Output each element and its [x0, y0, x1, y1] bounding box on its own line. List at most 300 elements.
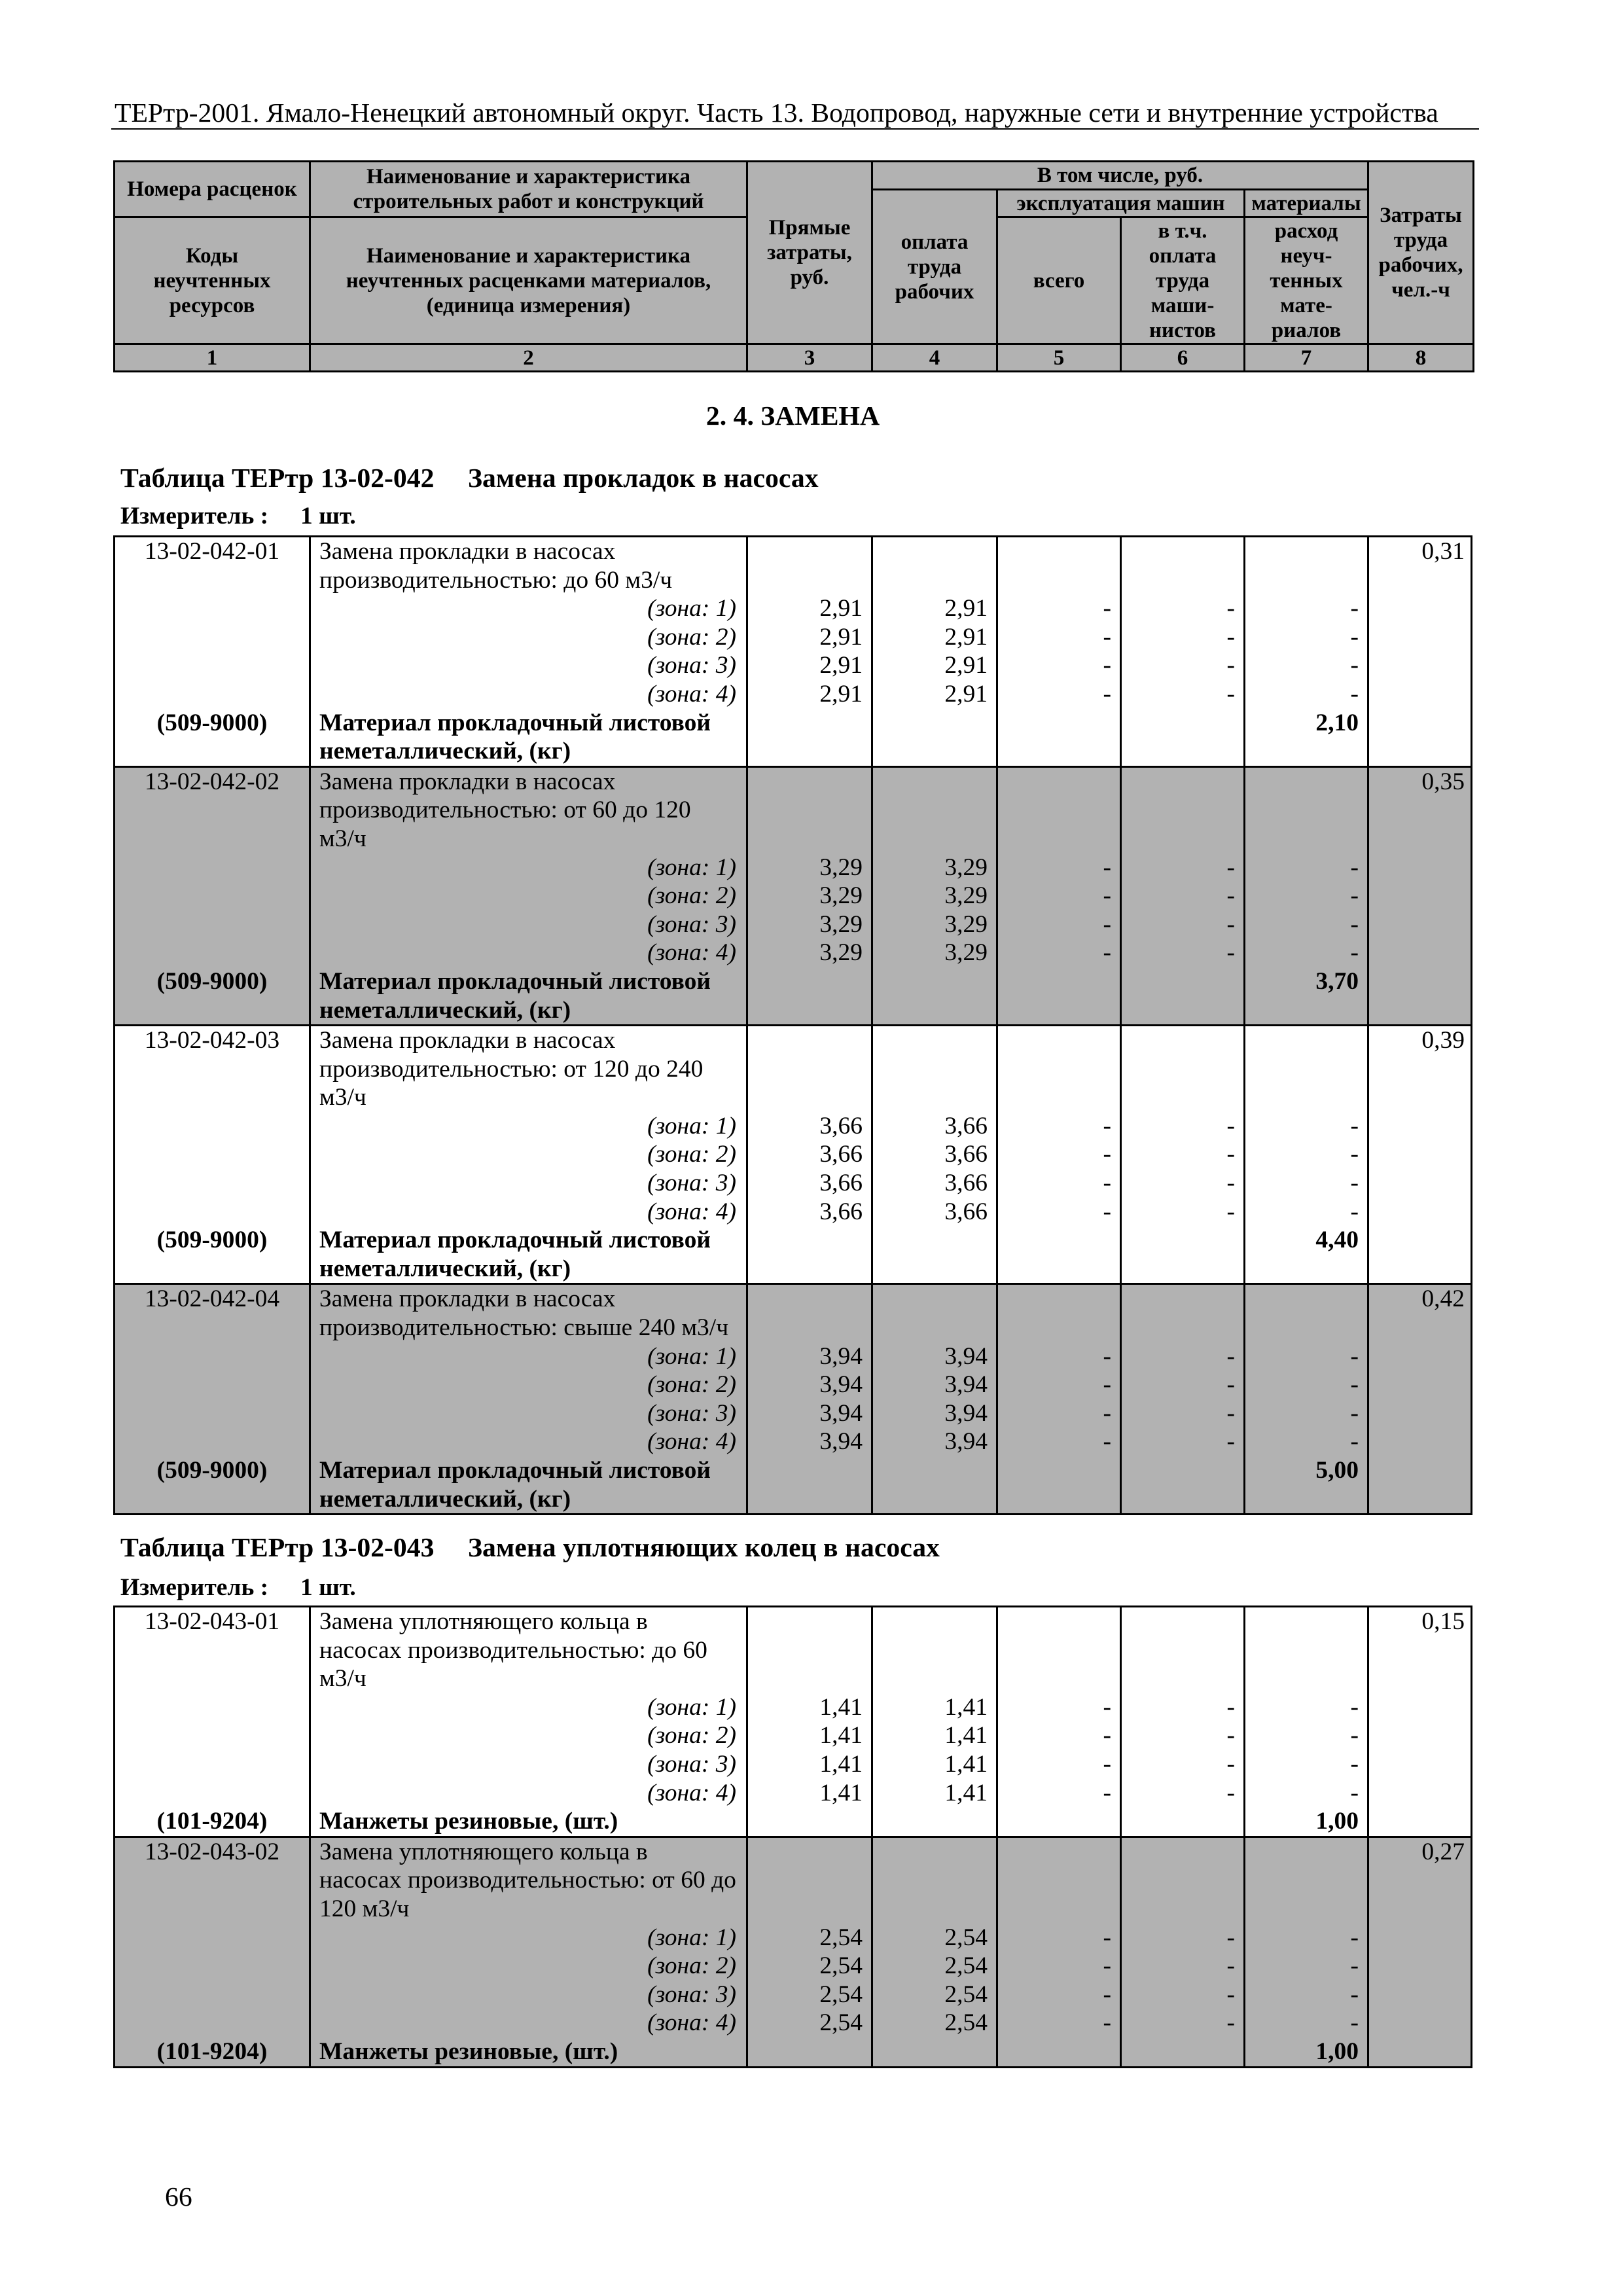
header-machines-total: всего: [997, 217, 1121, 344]
blank-cell: [746, 566, 871, 595]
blank-cell: [1367, 1924, 1472, 1952]
rate-line: [113, 1605, 1472, 1636]
blank-cell: [1367, 996, 1472, 1025]
blank-cell: [1120, 1807, 1243, 1836]
zone-label: (зона: 3): [309, 910, 746, 939]
blank-cell: [1367, 566, 1472, 595]
machinists-wages: -: [1120, 1750, 1243, 1779]
blank-cell: [746, 1664, 871, 1693]
material-consumption: -: [1243, 882, 1367, 910]
blank-cell: [113, 1055, 309, 1084]
blank-cell: [113, 737, 309, 766]
material-consumption: -: [1243, 1198, 1367, 1227]
machine-operation-total: -: [996, 1750, 1120, 1779]
workers-wages: 3,29: [871, 939, 996, 967]
resource-name-line: Материал прокладочный листовой: [309, 967, 746, 996]
machinists-wages: -: [1120, 1952, 1243, 1981]
blank-cell: [746, 737, 871, 766]
work-description-line: Замена прокладки в насосах: [309, 766, 746, 797]
machine-operation-total: -: [996, 623, 1120, 652]
blank-cell: [113, 853, 309, 882]
blank-cell: [113, 882, 309, 910]
blank-cell: [113, 1866, 309, 1895]
rate-line: [113, 1750, 1472, 1779]
blank-cell: [1367, 2037, 1472, 2068]
blank-cell: [746, 796, 871, 825]
workers-wages: 1,41: [871, 1721, 996, 1750]
column-number: 5: [997, 344, 1121, 372]
header-workers-wages: оплата труда рабочих: [872, 190, 997, 344]
blank-cell: [113, 1895, 309, 1924]
resource-amount: 4,40: [1243, 1226, 1367, 1255]
header-materials: материалы: [1245, 190, 1368, 217]
zone-label: (зона: 4): [309, 680, 746, 709]
machinists-wages: -: [1120, 1721, 1243, 1750]
blank-cell: [1243, 737, 1367, 766]
blank-cell: [996, 1836, 1120, 1867]
blank-cell: [113, 939, 309, 967]
unit-of-measure: [120, 1573, 579, 1602]
direct-cost: 2,91: [746, 680, 871, 709]
blank-cell: [113, 1314, 309, 1342]
blank-cell: [871, 1895, 996, 1924]
column-number: 8: [1368, 344, 1474, 372]
direct-cost: 3,66: [746, 1169, 871, 1198]
workers-wages: 2,54: [871, 1981, 996, 2009]
column-number: 6: [1121, 344, 1245, 372]
header-direct-costs: Прямые затраты, руб.: [747, 162, 872, 344]
resource-name-line: неметаллический, (кг): [309, 1485, 746, 1516]
blank-cell: [1243, 1836, 1367, 1867]
table-heading: [120, 462, 1429, 495]
machinists-wages: -: [1120, 882, 1243, 910]
rate-line: [113, 1342, 1472, 1371]
blank-cell: [871, 566, 996, 595]
blank-cell: [1120, 1283, 1243, 1314]
blank-cell: [113, 1140, 309, 1169]
machinists-wages: -: [1120, 1112, 1243, 1141]
blank-cell: [113, 594, 309, 623]
blank-cell: [996, 737, 1120, 766]
rate-code: 13-02-042-01: [113, 535, 309, 566]
column-number: 1: [115, 344, 310, 372]
direct-cost: 3,29: [746, 853, 871, 882]
rate-line: [113, 1169, 1472, 1198]
blank-cell: [1367, 1721, 1472, 1750]
workers-wages: 3,66: [871, 1169, 996, 1198]
rate-line: [113, 853, 1472, 882]
machinists-wages: -: [1120, 853, 1243, 882]
zone-label: (зона: 4): [309, 939, 746, 967]
blank-cell: [113, 1083, 309, 1112]
rates-table-body: [113, 535, 1472, 1515]
blank-cell: [996, 566, 1120, 595]
rate-line: [113, 594, 1472, 623]
resource-amount: 2,10: [1243, 709, 1367, 738]
rate-line: [113, 996, 1472, 1025]
rate-code: 13-02-043-02: [113, 1836, 309, 1867]
material-consumption: -: [1243, 1399, 1367, 1428]
blank-cell: [1367, 1342, 1472, 1371]
direct-cost: 3,66: [746, 1112, 871, 1141]
machine-operation-total: -: [996, 1779, 1120, 1808]
blank-cell: [1243, 1024, 1367, 1055]
blank-cell: [113, 1924, 309, 1952]
workers-wages: 3,94: [871, 1399, 996, 1428]
blank-cell: [996, 1866, 1120, 1895]
blank-cell: [113, 1485, 309, 1516]
resource-amount: 1,00: [1243, 1807, 1367, 1836]
header-machine-operation: эксплуатация машин: [997, 190, 1245, 217]
rate-line: [113, 967, 1472, 996]
workers-wages: 2,91: [871, 623, 996, 652]
rate-line: [113, 2009, 1472, 2037]
blank-cell: [113, 825, 309, 853]
header-including: В том числе, руб.: [872, 162, 1368, 190]
direct-cost: 1,41: [746, 1750, 871, 1779]
zone-label: (зона: 3): [309, 1169, 746, 1198]
rate-line: [113, 1664, 1472, 1693]
blank-cell: [871, 1836, 996, 1867]
blank-cell: [113, 1198, 309, 1227]
workers-wages: 3,29: [871, 853, 996, 882]
blank-cell: [1243, 996, 1367, 1025]
rate-line: [113, 1427, 1472, 1456]
blank-cell: [113, 796, 309, 825]
direct-cost: 3,29: [746, 939, 871, 967]
blank-cell: [871, 796, 996, 825]
blank-cell: [871, 1055, 996, 1084]
work-description-line: м3/ч: [309, 1083, 746, 1112]
zone-label: (зона: 1): [309, 1693, 746, 1722]
blank-cell: [1367, 1083, 1472, 1112]
blank-cell: [871, 1636, 996, 1665]
blank-cell: [1120, 1055, 1243, 1084]
work-description-line: производительностью: свыше 240 м3/ч: [309, 1314, 746, 1342]
blank-cell: [1367, 2009, 1472, 2037]
material-consumption: -: [1243, 1140, 1367, 1169]
blank-cell: [996, 1083, 1120, 1112]
machinists-wages: -: [1120, 910, 1243, 939]
direct-cost: 3,29: [746, 910, 871, 939]
blank-cell: [871, 535, 996, 566]
resource-code: (509-9000): [113, 967, 309, 996]
blank-cell: [1120, 566, 1243, 595]
workers-wages: 1,41: [871, 1693, 996, 1722]
column-number: 2: [310, 344, 747, 372]
zone-label: (зона: 3): [309, 651, 746, 680]
rate-line: [113, 910, 1472, 939]
blank-cell: [746, 1226, 871, 1255]
machine-operation-total: -: [996, 1721, 1120, 1750]
resource-name-line: неметаллический, (кг): [309, 996, 746, 1025]
table-name: Замена уплотняющих колец в насосах: [468, 1533, 940, 1563]
blank-cell: [1243, 1283, 1367, 1314]
rates-table-body: [113, 1605, 1472, 2068]
machinists-wages: -: [1120, 680, 1243, 709]
machine-operation-total: -: [996, 1924, 1120, 1952]
zone-label: (зона: 1): [309, 1342, 746, 1371]
blank-cell: [1243, 1314, 1367, 1342]
workers-wages: 3,29: [871, 910, 996, 939]
work-description-line: производительностью: от 120 до 240: [309, 1055, 746, 1084]
blank-cell: [1243, 825, 1367, 853]
blank-cell: [996, 967, 1120, 996]
direct-cost: 1,41: [746, 1721, 871, 1750]
zone-label: (зона: 2): [309, 1952, 746, 1981]
machine-operation-total: -: [996, 680, 1120, 709]
blank-cell: [1120, 1895, 1243, 1924]
machine-operation-total: -: [996, 1112, 1120, 1141]
table-number: Таблица ТЕРтр 13-02-042: [120, 463, 435, 493]
blank-cell: [1120, 1485, 1243, 1516]
labor-costs: 0,42: [1367, 1283, 1472, 1314]
header-material-name: Наименование и характеристика неучтенных расценками материалов, (единица измерения): [310, 217, 747, 344]
table-number: Таблица ТЕРтр 13-02-043: [120, 1533, 435, 1563]
blank-cell: [1367, 796, 1472, 825]
direct-cost: 3,94: [746, 1342, 871, 1371]
work-description-line: м3/ч: [309, 1664, 746, 1693]
column-header-table: [113, 160, 1474, 372]
blank-cell: [746, 825, 871, 853]
blank-cell: [1367, 1456, 1472, 1485]
direct-cost: 2,91: [746, 623, 871, 652]
zone-label: (зона: 1): [309, 1112, 746, 1141]
blank-cell: [1243, 1664, 1367, 1693]
resource-amount: 3,70: [1243, 967, 1367, 996]
rate-line: [113, 1895, 1472, 1924]
blank-cell: [1243, 1083, 1367, 1112]
machinists-wages: -: [1120, 2009, 1243, 2037]
blank-cell: [1120, 737, 1243, 766]
blank-cell: [996, 1636, 1120, 1665]
rate-line: [113, 1456, 1472, 1485]
rate-line: [113, 825, 1472, 853]
blank-cell: [1120, 1636, 1243, 1665]
column-number: 4: [872, 344, 997, 372]
zone-label: (зона: 2): [309, 1371, 746, 1399]
blank-cell: [996, 1226, 1120, 1255]
blank-cell: [871, 709, 996, 738]
blank-cell: [1367, 737, 1472, 766]
rate-line: [113, 1836, 1472, 1867]
material-consumption: -: [1243, 2009, 1367, 2037]
direct-cost: 3,66: [746, 1140, 871, 1169]
machine-operation-total: -: [996, 651, 1120, 680]
header-work-name: Наименование и характеристика строительных работ и конструкций: [310, 162, 747, 217]
blank-cell: [113, 1981, 309, 2009]
machinists-wages: -: [1120, 1693, 1243, 1722]
resource-amount: 1,00: [1243, 2037, 1367, 2068]
unit-value: 1 шт.: [300, 503, 356, 529]
zone-label: (зона: 3): [309, 1399, 746, 1428]
header-row: [115, 162, 1474, 190]
machinists-wages: -: [1120, 651, 1243, 680]
rate-code: 13-02-043-01: [113, 1605, 309, 1636]
workers-wages: 3,94: [871, 1342, 996, 1371]
blank-cell: [1367, 594, 1472, 623]
blank-cell: [1367, 1693, 1472, 1722]
material-consumption: -: [1243, 1924, 1367, 1952]
blank-cell: [113, 1371, 309, 1399]
blank-cell: [113, 910, 309, 939]
rate-line: [113, 566, 1472, 595]
direct-cost: 2,54: [746, 2009, 871, 2037]
material-consumption: -: [1243, 1779, 1367, 1808]
material-consumption: -: [1243, 1112, 1367, 1141]
blank-cell: [1243, 1055, 1367, 1084]
workers-wages: 1,41: [871, 1779, 996, 1808]
blank-cell: [746, 1807, 871, 1836]
material-consumption: -: [1243, 651, 1367, 680]
blank-cell: [1243, 1485, 1367, 1516]
blank-cell: [1367, 709, 1472, 738]
blank-cell: [1367, 1750, 1472, 1779]
material-consumption: -: [1243, 1169, 1367, 1198]
blank-cell: [746, 1314, 871, 1342]
resource-code: (101-9204): [113, 2037, 309, 2068]
unit-of-measure: [120, 502, 579, 531]
blank-cell: [996, 796, 1120, 825]
blank-cell: [871, 1664, 996, 1693]
rate-line: [113, 1283, 1472, 1314]
direct-cost: 1,41: [746, 1693, 871, 1722]
blank-cell: [996, 1255, 1120, 1283]
blank-cell: [1120, 1456, 1243, 1485]
blank-cell: [1367, 939, 1472, 967]
blank-cell: [1367, 1807, 1472, 1836]
machine-operation-total: -: [996, 2009, 1120, 2037]
machine-operation-total: -: [996, 594, 1120, 623]
workers-wages: 3,29: [871, 882, 996, 910]
machinists-wages: -: [1120, 1399, 1243, 1428]
rate-line: [113, 737, 1472, 766]
column-number-row: [115, 344, 1474, 372]
blank-cell: [871, 1866, 996, 1895]
machine-operation-total: -: [996, 939, 1120, 967]
resource-code: (509-9000): [113, 709, 309, 738]
workers-wages: 2,91: [871, 680, 996, 709]
zone-label: (зона: 3): [309, 1981, 746, 2009]
workers-wages: 3,94: [871, 1371, 996, 1399]
material-consumption: -: [1243, 680, 1367, 709]
blank-cell: [1243, 1605, 1367, 1636]
section-title: 2. 4. ЗАМЕНА: [705, 401, 880, 431]
machine-operation-total: -: [996, 1140, 1120, 1169]
blank-cell: [1120, 766, 1243, 797]
blank-cell: [1367, 1112, 1472, 1141]
machine-operation-total: -: [996, 1371, 1120, 1399]
blank-cell: [1120, 535, 1243, 566]
unit-label: Измеритель :: [120, 503, 269, 529]
rate-line: [113, 1924, 1472, 1952]
blank-cell: [746, 1836, 871, 1867]
blank-cell: [996, 996, 1120, 1025]
resource-name-line: Материал прокладочный листовой: [309, 1226, 746, 1255]
blank-cell: [996, 535, 1120, 566]
table-name: Замена прокладок в насосах: [468, 463, 819, 493]
blank-cell: [746, 1485, 871, 1516]
rate-line: [113, 1981, 1472, 2009]
blank-cell: [1367, 1952, 1472, 1981]
rates-table: [113, 535, 1472, 1515]
blank-cell: [746, 535, 871, 566]
zone-label: (зона: 1): [309, 594, 746, 623]
rate-line: [113, 1024, 1472, 1055]
material-consumption: -: [1243, 1371, 1367, 1399]
blank-cell: [996, 1485, 1120, 1516]
direct-cost: 2,91: [746, 651, 871, 680]
blank-cell: [996, 1664, 1120, 1693]
blank-cell: [1367, 1399, 1472, 1428]
rate-line: [113, 1112, 1472, 1141]
rate-line: [113, 651, 1472, 680]
blank-cell: [1367, 1485, 1472, 1516]
rate-line: [113, 1866, 1472, 1895]
rate-line: [113, 680, 1472, 709]
blank-cell: [996, 1283, 1120, 1314]
header-unaccounted-materials: расход неуч- тенных мате- риалов: [1245, 217, 1368, 344]
blank-cell: [871, 1807, 996, 1836]
rate-line: [113, 1485, 1472, 1516]
rate-line: [113, 1693, 1472, 1722]
work-description-line: Замена прокладки в насосах: [309, 1024, 746, 1055]
blank-cell: [113, 623, 309, 652]
zone-label: (зона: 2): [309, 623, 746, 652]
machinists-wages: -: [1120, 594, 1243, 623]
blank-cell: [1367, 1140, 1472, 1169]
blank-cell: [1367, 1427, 1472, 1456]
direct-cost: 2,54: [746, 1981, 871, 2009]
blank-cell: [113, 1779, 309, 1808]
zone-label: (зона: 2): [309, 882, 746, 910]
blank-cell: [746, 2037, 871, 2068]
resource-code: (101-9204): [113, 1807, 309, 1836]
blank-cell: [996, 1456, 1120, 1485]
blank-cell: [996, 766, 1120, 797]
material-consumption: -: [1243, 1721, 1367, 1750]
rate-line: [113, 1083, 1472, 1112]
rate-line: [113, 1140, 1472, 1169]
blank-cell: [1367, 1636, 1472, 1665]
blank-cell: [113, 1255, 309, 1283]
blank-cell: [1367, 882, 1472, 910]
blank-cell: [1367, 1169, 1472, 1198]
blank-cell: [1120, 1866, 1243, 1895]
work-description-line: 120 м3/ч: [309, 1895, 746, 1924]
blank-cell: [113, 1664, 309, 1693]
blank-cell: [1120, 967, 1243, 996]
machinists-wages: -: [1120, 1981, 1243, 2009]
rate-line: [113, 1255, 1472, 1283]
blank-cell: [746, 996, 871, 1025]
machinists-wages: -: [1120, 1924, 1243, 1952]
material-consumption: -: [1243, 939, 1367, 967]
material-consumption: -: [1243, 853, 1367, 882]
machine-operation-total: -: [996, 1198, 1120, 1227]
rate-line: [113, 882, 1472, 910]
labor-costs: 0,31: [1367, 535, 1472, 566]
blank-cell: [1367, 1055, 1472, 1084]
machine-operation-total: -: [996, 1952, 1120, 1981]
machine-operation-total: -: [996, 853, 1120, 882]
work-description-line: производительностью: до 60 м3/ч: [309, 566, 746, 595]
rate-line: [113, 1807, 1472, 1836]
zone-label: (зона: 2): [309, 1721, 746, 1750]
machinists-wages: -: [1120, 1198, 1243, 1227]
material-consumption: -: [1243, 1952, 1367, 1981]
resource-name-line: неметаллический, (кг): [309, 737, 746, 766]
